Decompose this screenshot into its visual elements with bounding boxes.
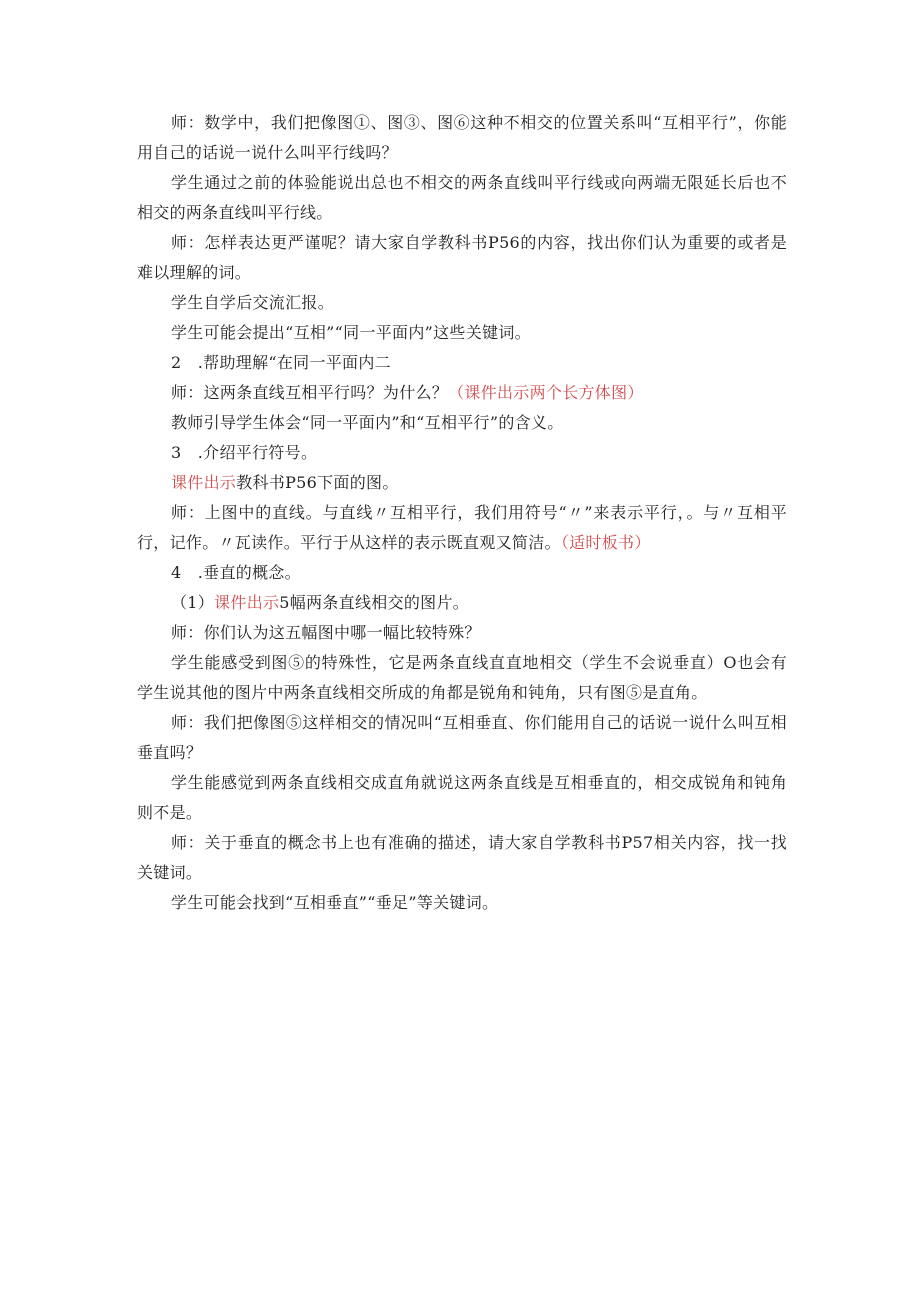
text-run: 师：关于垂直的概念书上也有准确的描述，请大家自学教科书P57相关内容，找一找关键词。 [137, 833, 787, 882]
paragraph-10 [137, 468, 787, 498]
paragraph-14 [137, 618, 787, 648]
paragraph-15 [137, 648, 787, 708]
section-heading-3 [137, 438, 787, 468]
paragraph-16 [137, 708, 787, 768]
text-run: 教科书P56下面的图。 [236, 473, 399, 492]
text-run: 教师引导学生体会“同一平面内”和“互相平行”的含义。 [171, 413, 564, 432]
paragraph-19 [137, 888, 787, 918]
text-run: 学生可能会找到“互相垂直”“垂足”等关键词。 [171, 893, 499, 912]
text-run: 学生自学后交流汇报。 [171, 293, 335, 312]
paragraph-17 [137, 768, 787, 828]
text-run: 3 .介绍平行符号。 [171, 443, 318, 462]
courseware-note: 课件出示 [214, 593, 280, 612]
text-run: 学生能感觉到两条直线相交成直角就说这两条直线是互相垂直的，相交成锐角和钝角则不是。 [137, 773, 787, 822]
text-run: 学生通过之前的体验能说出总也不相交的两条直线叫平行线或向两端无限延长后也不相交的两条直线叫平行线。 [137, 173, 787, 222]
section-heading-2 [137, 348, 787, 378]
paragraph-7 [137, 378, 787, 408]
paragraph-2 [137, 168, 787, 228]
section-heading-4 [137, 558, 787, 588]
board-note: （适时板书） [560, 533, 651, 552]
paragraph-8 [137, 408, 787, 438]
text-run: 4 .垂直的概念。 [171, 563, 301, 582]
text-run: 2 .帮助理解“在同一平面内二 [171, 353, 391, 372]
paragraph-13 [137, 588, 787, 618]
text-run: 学生能感受到图⑤的特殊性，它是两条直线直直地相交（学生不会说垂直）O也会有学生说其他的图片中两条直线相交所成的角都是锐角和钝角，只有图⑤是直角。 [137, 653, 787, 702]
text-run: 师：上图中的直线。与直线〃互相平行，我们用符号“〃”来表示平行，。与〃互相平行，记作。〃瓦读作。平行于从这样的表示既直观又简洁。 [137, 503, 787, 552]
courseware-note: 课件出示 [171, 473, 237, 492]
lesson-text [137, 108, 787, 918]
text-run: 学生可能会提出“互相”“同一平面内”这些关键词。 [171, 323, 531, 342]
text-run: 师：我们把像图⑤这样相交的情况叫“互相垂直、你们能用自己的话说一说什么叫互相垂直吗？ [137, 713, 787, 762]
courseware-note: （课件出示两个长方体图） [448, 383, 644, 402]
text-run: （1） [171, 593, 215, 612]
paragraph-5 [137, 318, 787, 348]
text-run: 师：怎样表达更严谨呢？请大家自学教科书P56的内容，找出你们认为重要的或者是难以理解的词。 [137, 233, 787, 282]
paragraph-4 [137, 288, 787, 318]
paragraph-18 [137, 828, 787, 888]
paragraph-11 [137, 498, 787, 558]
text-run: 5幅两条直线相交的图片。 [279, 593, 470, 612]
paragraph-3 [137, 228, 787, 288]
text-run: 师：数学中，我们把像图①、图③、图⑥这种不相交的位置关系叫“互相平行”，你能用自己的话说一说什么叫平行线吗？ [137, 113, 787, 162]
paragraph-1 [137, 108, 787, 168]
text-run: 师：这两条直线互相平行吗？为什么？ [171, 383, 449, 402]
text-run: 师：你们认为这五幅图中哪一幅比较特殊？ [171, 623, 481, 642]
